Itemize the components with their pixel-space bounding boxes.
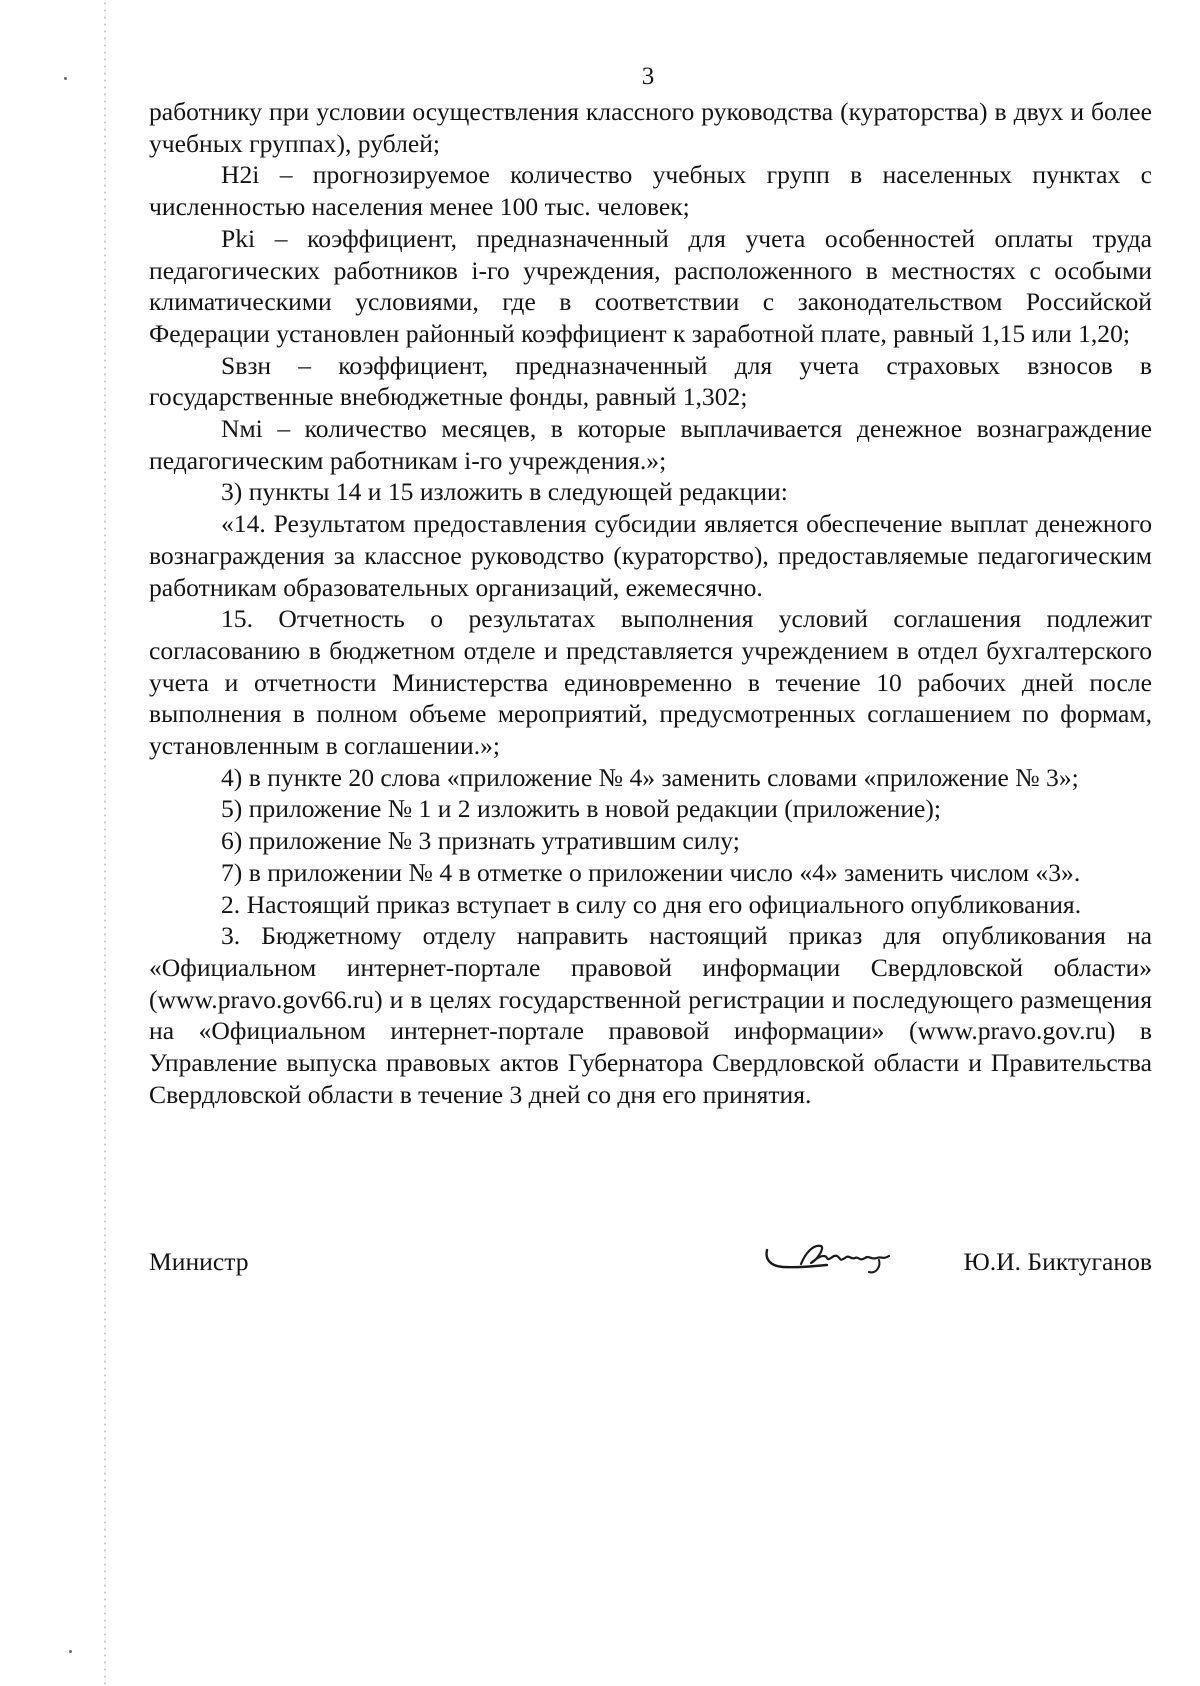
paragraph-rki: Рki – коэффициент, предназначенный для учета особенностей оплаты труда педагогических работников i-го учреждения, расположенного в местностях с особыми климатическими условиями, где в соответствии с законодательством Российской Федерации установлен районный коэффициент к заработной плате, равный 1,15 или 1,20; [149,223,1152,348]
paragraph-clause-14: «14. Результатом предоставления субсидии является обеспечение выплат денежного вознаграждения за классное руководство (кураторство), предоставляемые педагогическим работникам образовательных организаций, ежемесячно. [149,509,1152,602]
paragraph-item-7: 7) в приложении № 4 в отметке о приложении число «4» заменить числом «3». [221,857,1081,887]
signatory-name: Ю.И. Биктуганов [963,1247,1152,1276]
handwritten-signature [761,1236,911,1280]
paragraph-svzn: Sвзн – коэффициент, предназначенный для учета страховых взносов в государственные внебюджетные фонды, равный 1,302; [149,350,1152,412]
signatory-title: Министр [149,1247,249,1276]
paragraph-order-3: 3. Бюджетному отделу направить настоящий приказ для опубликования на «Официальном интернет-портале правовой информации Свердловской области» (www.pravo.gov66.ru) и в целях государственной регистрации и последующего размещения на «Официальном интернет-портале правовой информации» (www.pravo.gov.ru) в Управление выпуска правовых актов Губернатора Свердловской области и Правительства Свердловской области в течение 3 дней со дня его принятия. [149,921,1152,1109]
paragraph-item-6: 6) приложение № 3 признать утратившим силу; [221,826,740,856]
paragraph-order-2: 2. Настоящий приказ вступает в силу со дня его официального опубликования. [221,889,1082,919]
paragraph-nmi: Nмi – количество месяцев, в которые выплачивается денежное вознаграждение педагогическим работникам i-го учреждения.»; [149,414,1152,475]
document-body [149,96,1152,1111]
scan-speck [69,1650,72,1653]
paragraph-continuation: работнику при условии осуществления классного руководства (кураторства) в двух и более учебных группах), рублей; [149,97,1152,158]
paragraph-item-4: 4) в пункте 20 слова «приложение № 4» заменить словами «приложение № 3»; [221,762,1079,792]
paragraph-item-3: 3) пункты 14 и 15 изложить в следующей редакции: [221,477,788,507]
signature-block [149,1246,1152,1286]
paragraph-h2i: Н2i – прогнозируемое количество учебных групп в населенных пунктах с численностью населения менее 100 тыс. человек; [149,160,1152,222]
page-number: 3 [641,63,655,90]
paragraph-clause-15: 15. Отчетность о результатах выполнения условий соглашения подлежит согласованию в бюджетном отделе и представляется учреждением в отдел бухгалтерского учета и отчетности Министерства единовременно в течение 10 рабочих дней после выполнения в полном объеме мероприятий, предусмотренных соглашением по формам, установленным в соглашении.»; [149,604,1152,761]
binding-dots [104,0,106,1686]
paragraph-item-5: 5) приложение № 1 и 2 изложить в новой редакции (приложение); [221,794,942,824]
